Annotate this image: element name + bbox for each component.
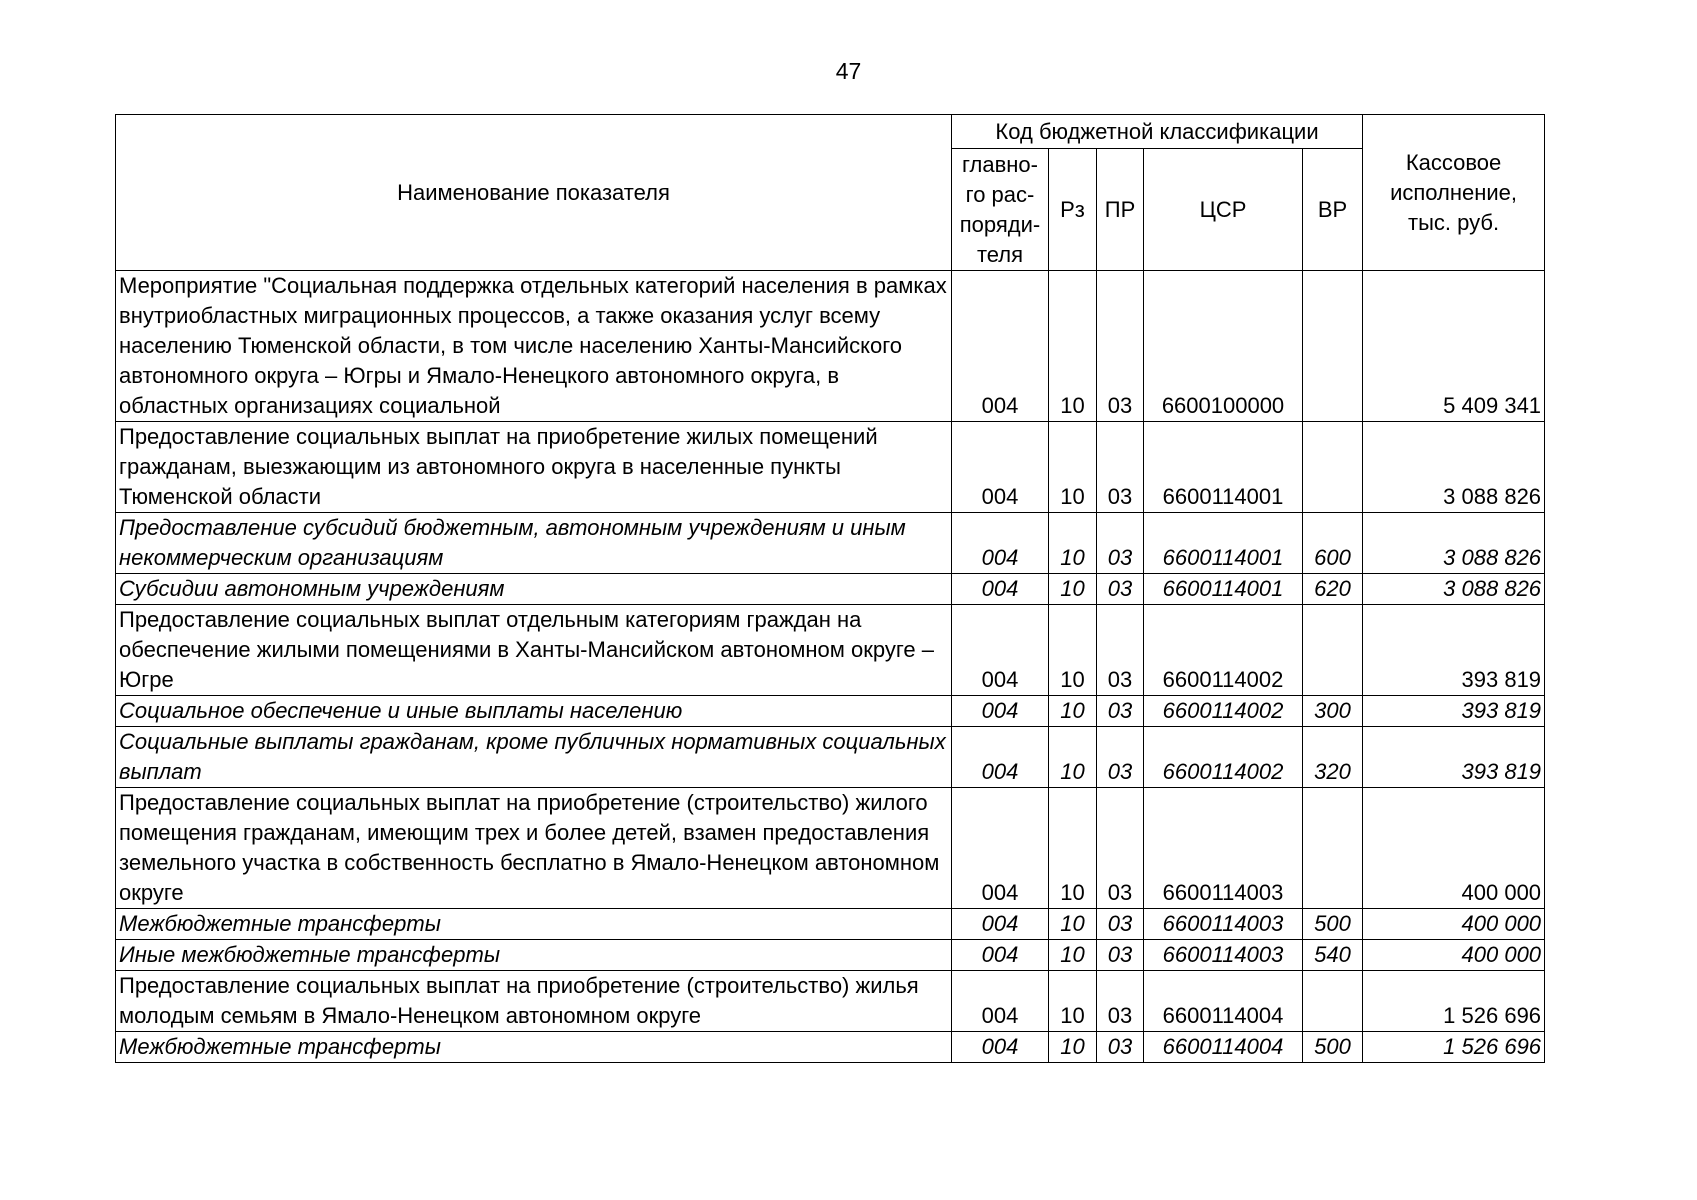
row-vr xyxy=(1303,605,1363,696)
row-vr xyxy=(1303,422,1363,513)
header-rz: Рз xyxy=(1049,149,1097,271)
row-rz: 10 xyxy=(1049,1032,1097,1063)
row-amount: 400 000 xyxy=(1363,909,1545,940)
header-kbk-group: Код бюджетной классификации xyxy=(952,115,1363,149)
row-rz: 10 xyxy=(1049,909,1097,940)
row-pr: 03 xyxy=(1097,971,1144,1032)
row-csr: 6600114004 xyxy=(1144,971,1303,1032)
row-pr: 03 xyxy=(1097,271,1144,422)
row-rz: 10 xyxy=(1049,605,1097,696)
header-glavny-line: поряди- xyxy=(959,211,1041,237)
row-csr: 6600114002 xyxy=(1144,605,1303,696)
row-amount: 1 526 696 xyxy=(1363,1032,1545,1063)
row-glavny: 004 xyxy=(952,271,1049,422)
row-csr: 6600114004 xyxy=(1144,1032,1303,1063)
row-vr xyxy=(1303,271,1363,422)
row-pr: 03 xyxy=(1097,513,1144,574)
row-rz: 10 xyxy=(1049,940,1097,971)
row-csr: 6600114003 xyxy=(1144,940,1303,971)
row-vr: 500 xyxy=(1303,1032,1363,1063)
row-rz: 10 xyxy=(1049,971,1097,1032)
page-number: 47 xyxy=(835,58,862,84)
row-rz: 10 xyxy=(1049,574,1097,605)
row-glavny: 004 xyxy=(952,574,1049,605)
row-csr: 6600100000 xyxy=(1144,271,1303,422)
row-amount: 3 088 826 xyxy=(1363,513,1545,574)
row-amount: 400 000 xyxy=(1363,940,1545,971)
row-pr: 03 xyxy=(1097,605,1144,696)
row-rz: 10 xyxy=(1049,513,1097,574)
table-row xyxy=(116,422,1545,513)
row-amount: 400 000 xyxy=(1363,788,1545,909)
header-amount xyxy=(1363,115,1545,271)
header-name: Наименование показателя xyxy=(116,115,952,271)
header-glavny-line: главно- xyxy=(961,151,1038,177)
table-row xyxy=(116,940,1545,971)
row-pr: 03 xyxy=(1097,788,1144,909)
row-rz: 10 xyxy=(1049,271,1097,422)
row-pr: 03 xyxy=(1097,909,1144,940)
row-vr: 500 xyxy=(1303,909,1363,940)
row-name: Мероприятие "Социальная поддержка отдельных категорий населения в рамках внутриобластных миграционных процессов, а также оказания услуг всему населению Тюменской области, в том числе населению Ханты-Мансийского автономного округа – Югры и Ямало-Ненецкого автономного округа, в областных организациях социальной xyxy=(116,271,952,422)
row-csr: 6600114001 xyxy=(1144,513,1303,574)
row-name: Предоставление социальных выплат на приобретение жилых помещений гражданам, выезжающим из автономного округа в населенные пункты Тюменской области xyxy=(116,422,952,513)
row-name: Предоставление социальных выплат отдельным категориям граждан на обеспечение жилыми помещениями в Ханты-Мансийском автономном округе – Югре xyxy=(116,605,952,696)
table-row xyxy=(116,271,1545,422)
table-row xyxy=(116,605,1545,696)
row-csr: 6600114001 xyxy=(1144,422,1303,513)
row-csr: 6600114002 xyxy=(1144,727,1303,788)
header-glavny-line: го рас- xyxy=(965,181,1035,207)
row-name: Межбюджетные трансферты xyxy=(116,909,952,940)
row-glavny: 004 xyxy=(952,727,1049,788)
row-vr: 320 xyxy=(1303,727,1363,788)
row-name: Предоставление субсидий бюджетным, автономным учреждениям и иным некоммерческим организациям xyxy=(116,513,952,574)
header-amount-line: тыс. руб. xyxy=(1408,209,1500,235)
row-vr: 540 xyxy=(1303,940,1363,971)
table-row xyxy=(116,909,1545,940)
row-csr: 6600114002 xyxy=(1144,696,1303,727)
table-header xyxy=(116,115,1545,271)
row-pr: 03 xyxy=(1097,422,1144,513)
row-pr: 03 xyxy=(1097,574,1144,605)
table-row xyxy=(116,1032,1545,1063)
row-amount: 393 819 xyxy=(1363,696,1545,727)
header-vr: ВР xyxy=(1303,149,1363,271)
row-pr: 03 xyxy=(1097,696,1144,727)
row-rz: 10 xyxy=(1049,422,1097,513)
row-vr xyxy=(1303,971,1363,1032)
row-glavny: 004 xyxy=(952,605,1049,696)
row-name: Иные межбюджетные трансферты xyxy=(116,940,952,971)
header-glavny xyxy=(952,149,1049,271)
row-amount: 3 088 826 xyxy=(1363,574,1545,605)
header-csr: ЦСР xyxy=(1144,149,1303,271)
row-pr: 03 xyxy=(1097,727,1144,788)
row-glavny: 004 xyxy=(952,1032,1049,1063)
budget-table xyxy=(115,114,1545,1063)
row-vr: 300 xyxy=(1303,696,1363,727)
row-vr xyxy=(1303,788,1363,909)
header-amount-line: Кассовое xyxy=(1405,149,1502,175)
row-glavny: 004 xyxy=(952,422,1049,513)
row-name: Межбюджетные трансферты xyxy=(116,1032,952,1063)
row-amount: 393 819 xyxy=(1363,727,1545,788)
row-name: Социальные выплаты гражданам, кроме публичных нормативных социальных выплат xyxy=(116,727,952,788)
row-name: Субсидии автономным учреждениям xyxy=(116,574,952,605)
table-row xyxy=(116,971,1545,1032)
row-glavny: 004 xyxy=(952,788,1049,909)
header-glavny-line: теля xyxy=(976,241,1024,267)
row-name: Предоставление социальных выплат на приобретение (строительство) жилого помещения гражданам, имеющим трех и более детей, взамен предоставления земельного участка в собственность бесплатно в Ямало-Ненецком автономном округе xyxy=(116,788,952,909)
row-amount: 393 819 xyxy=(1363,605,1545,696)
row-amount: 3 088 826 xyxy=(1363,422,1545,513)
header-amount-line: исполнение, xyxy=(1390,179,1518,205)
row-amount: 5 409 341 xyxy=(1363,271,1545,422)
row-csr: 6600114003 xyxy=(1144,788,1303,909)
row-rz: 10 xyxy=(1049,727,1097,788)
row-name: Предоставление социальных выплат на приобретение (строительство) жилья молодым семьям в Ямало-Ненецком автономном округе xyxy=(116,971,952,1032)
row-vr: 600 xyxy=(1303,513,1363,574)
row-name: Социальное обеспечение и иные выплаты населению xyxy=(116,696,952,727)
table-row xyxy=(116,696,1545,727)
table-row xyxy=(116,574,1545,605)
row-csr: 6600114001 xyxy=(1144,574,1303,605)
table-row xyxy=(116,727,1545,788)
table-body xyxy=(116,271,1545,1063)
table-row xyxy=(116,788,1545,909)
row-glavny: 004 xyxy=(952,940,1049,971)
row-vr: 620 xyxy=(1303,574,1363,605)
header-pr: ПР xyxy=(1097,149,1144,271)
row-glavny: 004 xyxy=(952,513,1049,574)
row-glavny: 004 xyxy=(952,696,1049,727)
row-csr: 6600114003 xyxy=(1144,909,1303,940)
table-row xyxy=(116,513,1545,574)
row-pr: 03 xyxy=(1097,1032,1144,1063)
row-rz: 10 xyxy=(1049,696,1097,727)
row-glavny: 004 xyxy=(952,971,1049,1032)
row-pr: 03 xyxy=(1097,940,1144,971)
row-amount: 1 526 696 xyxy=(1363,971,1545,1032)
row-glavny: 004 xyxy=(952,909,1049,940)
row-rz: 10 xyxy=(1049,788,1097,909)
